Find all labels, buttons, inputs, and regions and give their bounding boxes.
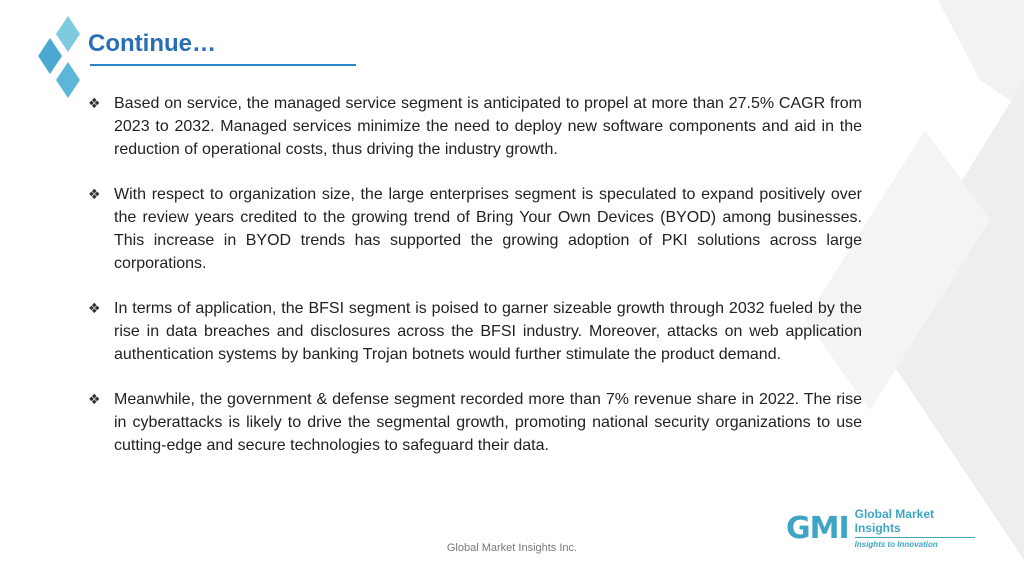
bullet-item [86, 183, 862, 275]
bullet-text: With respect to organization size, the large enterprises segment is speculated to expand positively over the review years credited to the growing trend of Bring Your Own Devices (BYOD) among businesses. This increase in BYOD trends has supported the growing adoption of PKI solutions across large corporations. [114, 186, 862, 272]
background-chevron-upper [938, 0, 1024, 110]
bullet-text: Based on service, the managed service segment is anticipated to propel at more than 27.5% CAGR from 2023 to 2032. Managed services minimize the need to deploy new software components and aid in the reduction of operational costs, thus driving the industry growth. [114, 95, 862, 158]
bullet-item [86, 297, 862, 366]
brand-divider [855, 537, 975, 538]
brand-tagline: Insights to Innovation [854, 540, 938, 549]
gmi-logo-icon: GMI [786, 510, 849, 546]
page-title: Continue… [88, 30, 216, 57]
footer-text: Global Market Insights Inc. [446, 542, 578, 554]
diamond-bullet-icon: ❖ [88, 186, 101, 202]
diamond-left-icon [38, 38, 62, 74]
bullet-item [86, 92, 862, 161]
diamond-logo-icon [38, 16, 82, 106]
diamond-top-icon [56, 16, 80, 52]
brand-name: Global Market Insights [854, 507, 934, 535]
diamond-bullet-icon: ❖ [88, 391, 101, 407]
bullet-item [86, 388, 862, 457]
bullet-text: In terms of application, the BFSI segment is poised to garner sizeable growth through 2032 fueled by the rise in data breaches and disclosures across the BFSI industry. Moreover, attacks on web application authentication systems by banking Trojan botnets would further stimulate the product demand. [114, 300, 862, 363]
diamond-bullet-icon: ❖ [88, 95, 101, 111]
title-underline [90, 64, 356, 66]
bullet-text: Meanwhile, the government & defense segment recorded more than 7% revenue share in 2022. The rise in cyberattacks is likely to drive the segmental growth, promoting national security organizations to use cutting-edge and secure technologies to safeguard their data. [114, 391, 862, 454]
diamond-bullet-icon: ❖ [88, 300, 101, 316]
diamond-bottom-icon [56, 62, 80, 98]
bullet-list [86, 92, 862, 479]
